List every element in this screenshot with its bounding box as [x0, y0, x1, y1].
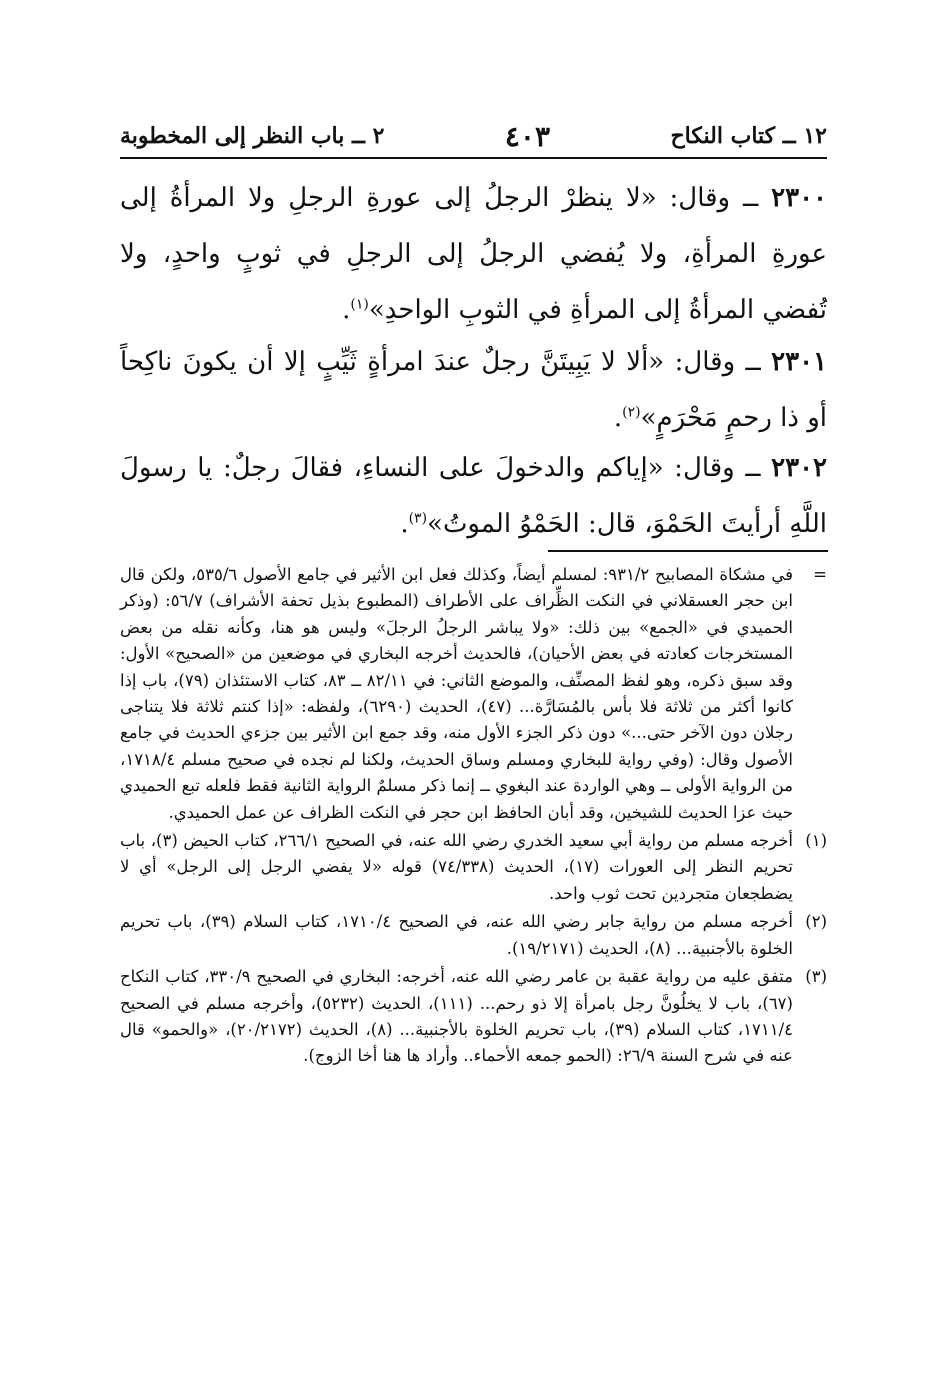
footnote-text: أخرجه مسلم من رواية أبي سعيد الخدري رضي الله عنه، في الصحيح ٢٦٦/١، كتاب الحيض (٣)، باب تحريم النظر إلى العورات (١٧)، الحديث (٧٤/٣٣٨) قوله «لا يفضي الرجل إلى الرجل» أي لا يضطجعان متجردين تحت ثوب واحد.	[120, 831, 793, 903]
hadith-end: .	[400, 509, 409, 539]
section-title: ٢ ــ باب النظر إلى المخطوبة	[120, 123, 385, 149]
hadith-paragraph	[120, 440, 827, 552]
footnotes	[120, 562, 827, 1072]
footnote-ref: (١)	[350, 296, 369, 313]
hadith-end: .	[342, 295, 351, 325]
running-header	[120, 118, 827, 154]
footnote-mark: (٣)	[805, 967, 827, 987]
header-rule	[120, 157, 827, 159]
footnote-mark: (١)	[805, 831, 827, 851]
footnote-separator	[548, 550, 828, 552]
hadith-paragraph	[120, 334, 827, 446]
hadith-number: ٢٣٠٢	[771, 453, 827, 483]
footnote-text: أخرجه مسلم من رواية جابر رضي الله عنه، في الصحيح ١٧١٠/٤، كتاب السلام (٣٩)، باب تحريم الخلوة بالأجنبية... (٨)، الحديث (١٩/٢١٧١).	[120, 912, 794, 958]
hadith-number: ٢٣٠٠	[771, 183, 827, 213]
chapter-title: ١٢ ــ كتاب النكاح	[670, 123, 827, 149]
page-number: ٤٠٣	[504, 119, 550, 153]
footnote-text: في مشكاة المصابيح ٩٣١/٢: لمسلم أيضاً، وكذلك فعل ابن الأثير في جامع الأصول ٥٣٥/٦، ولكن قال ابن حجر العسقلاني في النكت الظِّراف على الأطراف (المطبوع بذيل تحفة الأشراف) ٥٦/٧: (وذكر الحميدي في «الجمع» بين ذلك: «ولا يباشر الرجلُ الرجلَ» وليس هو هنا، وكأنه نقله من بعض المستخرجات كعادته في بعض الأحيان)، فالحديث أخرجه البخاري في موضعين من «الصحيح» الأول: وقد سبق ذكره، وهو لفظ المصنِّف، والموضع الثاني: في ٨٢/١١ ــ ٨٣، كتاب الاستئذان (٧٩)، باب إذا كانوا أكثر من ثلاثة فلا بأس بالمُسَارَّة... (٤٧)، الحديث (٦٢٩٠)، ولفظه: «إذا كنتم ثلاثة فلا يتناجى رجلان دون الآخر حتى...» دون ذكر الجزء الأول منه، وقد جمع ابن الأثير بين جزءي الحديث في جامع الأصول وقال: (وفي رواية للبخاري ومسلم وساق الحديث، ولكنا لم نجده في صحيح مسلم ١٧١٨/٤، من الرواية الأولى ــ وهي الواردة عند البغوي ــ إنما ذكر مسلمٌ الرواية الثانية فقط فلعله تبع الحميدي حيث عزا الحديث للشيخين، وقد أبان الحافظ ابن حجر في النكت الظراف عن عمل الحميدي.	[120, 565, 794, 822]
hadith-text: ــ وقال: «لا ينظرْ الرجلُ إلى عورةِ الرجلِ ولا المرأةُ إلى عورةِ المرأةِ، ولا يُفضي الرجلُ إلى الرجلِ في ثوبٍ واحدٍ، ولا تُفضي المرأةُ إلى المرأةِ في الثوبِ الواحدِ»	[120, 183, 827, 325]
hadith-text: ــ وقال: «ألا لا يَبِيتَنَّ رجلٌ عندَ امرأةٍ ثَيِّبٍ إلا أن يكونَ ناكِحاً أو ذا رحمٍ مَحْرَمٍ»	[120, 347, 827, 433]
footnote-ref: (٣)	[408, 510, 428, 527]
hadith-paragraph	[120, 170, 827, 338]
footnote-2	[120, 909, 827, 962]
hadith-number: ٢٣٠١	[771, 347, 827, 377]
footnote-mark: =	[813, 565, 827, 584]
footnote-text: متفق عليه من رواية عقبة بن عامر رضي الله عنه، أخرجه: البخاري في الصحيح ٣٣٠/٩، كتاب النكاح (٦٧)، باب لا يخلُونَّ رجل بامرأة إلا ذو رحم... (١١١)، الحديث (٥٢٣٢)، وأخرجه مسلم في الصحيح ١٧١١/٤، كتاب السلام (٣٩)، باب تحريم الخلوة بالأجنبية... (٨)، الحديث (٢٠/٢١٧٢)، «والحمو» قال عنه في شرح السنة ٢٦/٩: (الحمو جمعه الأحماء.. وأراد ها هنا أخا الزوج).	[120, 967, 794, 1066]
footnote-3	[120, 964, 827, 1070]
footnote-ref: (٢)	[622, 404, 641, 421]
footnote-mark: (٢)	[805, 912, 827, 932]
footnote-continued	[120, 562, 827, 826]
hadith-end: .	[613, 403, 623, 433]
hadith-text: ــ وقال: «إياكم والدخولَ على النساءِ، فقالَ رجلٌ: يا رسولَ اللَّهِ أرأيتَ الحَمْوَ، قال: الحَمْوُ الموتُ»	[120, 453, 827, 539]
footnote-1	[120, 828, 827, 907]
